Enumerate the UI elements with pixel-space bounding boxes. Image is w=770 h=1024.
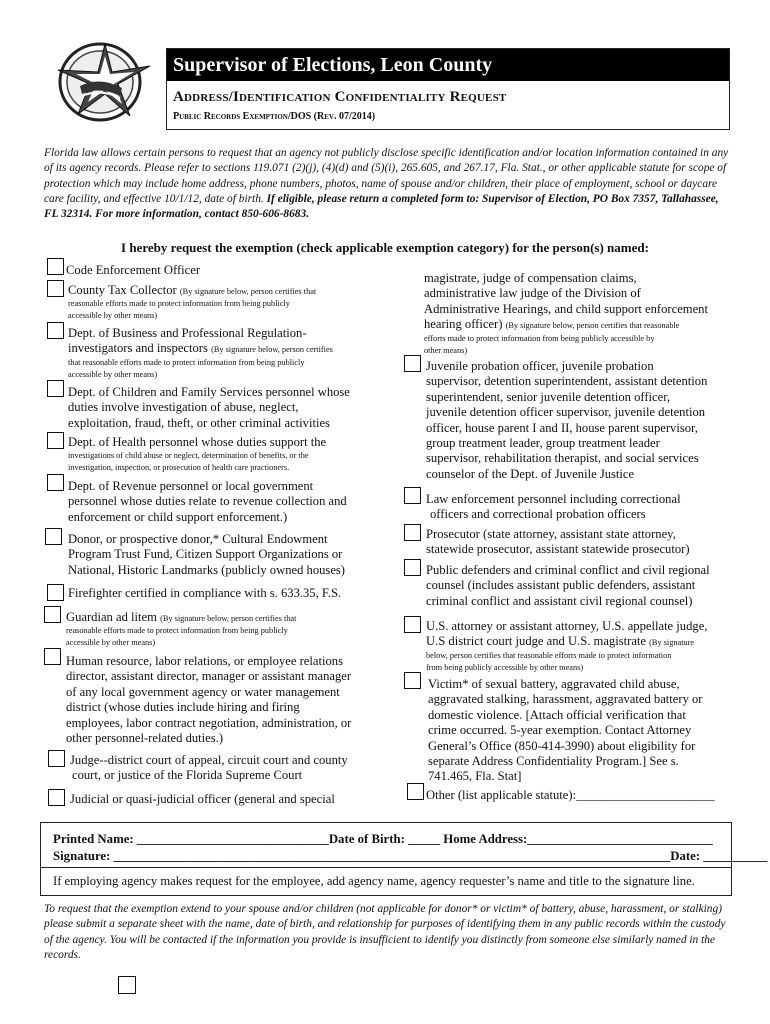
item-note: investigations of child abuse or neglect, determination of benefits, or the xyxy=(68,451,309,461)
item-line: Dept. of Revenue personnel or local government xyxy=(68,479,314,493)
item-line: Dept. of Health personnel whose duties support the xyxy=(68,435,327,449)
item-dor xyxy=(68,479,347,525)
request-heading: I hereby request the exemption (check applicable exemption category) for the person(s) named: xyxy=(121,240,649,255)
checkbox-guardian[interactable] xyxy=(44,606,61,623)
item-line: director, assistant director, manager or assistant manager xyxy=(66,669,352,684)
county-seal-logo xyxy=(50,34,160,124)
checkbox-doh[interactable] xyxy=(47,432,64,449)
item-note: (By signature xyxy=(649,638,695,648)
item-note: (By signature below, person certifies that xyxy=(160,614,297,623)
item-dcf xyxy=(68,385,350,431)
item-line: domestic violence. [Attach official verification that xyxy=(428,707,686,722)
item-law-enforcement xyxy=(426,492,681,523)
item-line: Juvenile probation officer, juvenile probation xyxy=(426,359,654,373)
item-line: officers and correctional probation officers xyxy=(430,507,646,522)
bottom-checkbox[interactable] xyxy=(118,976,136,994)
item-line: Human resource, labor relations, or employee relations xyxy=(66,654,343,668)
checkbox-other[interactable] xyxy=(407,783,424,800)
checkbox-dbpr[interactable] xyxy=(47,322,64,339)
item-line: personnel whose duties relate to revenue collection and xyxy=(68,494,347,509)
item-line: statewide prosecutor, assistant statewide prosecutor) xyxy=(426,542,690,557)
item-line: crime occurred. 5-year exemption. Contact Attorney xyxy=(428,723,692,738)
item-victim xyxy=(428,677,703,785)
item-line: duties involve investigation of abuse, neglect, xyxy=(68,400,299,415)
item-line: Judge--district court of appeal, circuit court and county xyxy=(70,753,348,767)
form-subtitle: Address/Identification Confidentiality Request xyxy=(173,89,507,105)
page-title: Supervisor of Elections, Leon County xyxy=(167,49,729,81)
item-tax-collector xyxy=(68,283,316,322)
item-us-attorney xyxy=(426,619,707,674)
item-note: from being publicly accessible by other means) xyxy=(426,662,584,672)
checkbox-prosecutor[interactable] xyxy=(404,524,421,541)
item-line: Prosecutor (state attorney, assistant state attorney, xyxy=(426,527,676,541)
item-line: 741.465, Fla. Stat] xyxy=(428,769,522,784)
item-line: Law enforcement personnel including correctional xyxy=(426,492,681,506)
checkbox-firefighter[interactable] xyxy=(47,584,64,601)
item-prosecutor xyxy=(426,527,690,558)
item-note: accessible by other means) xyxy=(66,638,156,648)
header-box xyxy=(166,48,730,130)
item-line: County Tax Collector xyxy=(68,283,177,297)
checkbox-donor[interactable] xyxy=(45,528,62,545)
item-line: Program Trust Fund, Citizen Support Organizations or xyxy=(68,547,343,562)
signature-divider xyxy=(41,867,731,868)
signature-box xyxy=(40,822,768,896)
checkbox-human-resource[interactable] xyxy=(44,648,61,665)
intro-text: Florida law allows certain persons to request that an agency not publicly disclose specific identification and/or location information contained in any of its agency records. Please refer to sections 119.071 (2)(j), (4)(d) and (5)(i), 265.605, and 267.17, Fla. Stat., or other applicable statute for scope of protection which may include home address, phone numbers, photos, name of spouse and/or children, their place of employment, school or daycare care facility, and effective 10/1/12, date of birth. xyxy=(44,147,729,205)
checkbox-us-attorney[interactable] xyxy=(404,616,421,633)
checkbox-dcf[interactable] xyxy=(47,380,64,397)
item-line: Donor, or prospective donor,* Cultural Endowment xyxy=(68,532,328,546)
item-note: other means) xyxy=(424,345,468,355)
footer-instructions: To request that the exemption extend to your spouse and/or children (not applicable for donor* or victim* of battery, abuse, harassment, or stalking) please submit a separate sheet with the name, date of birth, and relationship for purposes of identifying them in any public records within the custody of the agency. You will be contacted if the information you provide is insufficient to identify you distinctly from someone else similarly named in the records. xyxy=(44,903,726,961)
item-note: investigation, inspection, or prosecution of health care practioners. xyxy=(68,463,290,473)
agency-request-note: If employing agency makes request for the employee, add agency name, agency requester’s name and title to the signature line. xyxy=(53,874,695,888)
item-line: U.S. attorney or assistant attorney, U.S. appellate judge, xyxy=(426,619,708,633)
item-note: (By signature below, person certifies that xyxy=(179,287,317,296)
item-line: court, or justice of the Florida Supreme Court xyxy=(72,768,303,783)
item-dbpr xyxy=(68,326,333,381)
item-line: Public defenders and criminal conflict and civil regional xyxy=(426,563,710,577)
item-code-enforcement xyxy=(66,263,200,278)
checkbox-judicial[interactable] xyxy=(48,789,65,806)
item-note: accessible by other means) xyxy=(68,369,158,379)
checkbox-tax-collector[interactable] xyxy=(47,280,64,297)
checkbox-code-enforcement[interactable] xyxy=(47,258,64,275)
item-line: employees, labor contract negotiation, administration, or xyxy=(66,715,352,730)
item-note: (By signature below, person certifies xyxy=(211,345,333,355)
item-line: group treatment leader, group treatment leader xyxy=(426,436,660,451)
item-note: efforts made to protect information from being publicly accessible by xyxy=(424,333,655,343)
checkbox-judge[interactable] xyxy=(48,750,65,767)
item-line: supervisor, detention superintendent, assistant detention xyxy=(426,374,708,389)
item-line: Administrative Hearings, and child support enforcement xyxy=(424,301,708,316)
item-line: district (whose duties include hiring and firing xyxy=(66,700,300,715)
checkbox-juvenile[interactable] xyxy=(404,355,421,372)
item-line: administrative law judge of the Division of xyxy=(424,286,641,301)
item-line: magistrate, judge of compensation claims, xyxy=(424,271,637,285)
item-line: aggravated stalking, harassment, aggravated battery or xyxy=(428,692,703,707)
item-line: enforcement or child support enforcement.) xyxy=(68,509,288,524)
item-human-resource xyxy=(66,654,351,746)
other-statute-field[interactable]: Other (list applicable statute):______________________ xyxy=(426,788,715,802)
item-note: (By signature below, person certifies that reasonable xyxy=(505,321,680,331)
item-line: officer, house parent I and II, house parent supervisor, xyxy=(426,420,698,435)
item-line: counsel (includes assistant public defenders, assistant xyxy=(426,578,696,593)
item-line: supervisor, rehabilitation therapist, and social services xyxy=(426,451,699,466)
item-line: superintendent, senior juvenile detention officer, xyxy=(426,389,671,404)
item-line: General’s Office (850-414-3990) about eligibility for xyxy=(428,738,696,753)
item-line: separate Address Confidentiality Program.] See s. xyxy=(428,754,679,769)
checkbox-law-enforcement[interactable] xyxy=(404,487,421,504)
item-doh xyxy=(68,435,326,474)
item-line: Guardian ad litem xyxy=(66,610,157,624)
item-line: U.S district court judge and U.S. magistrate xyxy=(426,634,647,649)
item-public-defenders xyxy=(426,563,710,609)
form-revision: Public Records Exemption/DOS (Rev. 07/2014) xyxy=(173,111,376,122)
intro-paragraph xyxy=(44,146,730,222)
item-judicial xyxy=(70,792,335,807)
item-note: accessible by other means) xyxy=(68,311,158,321)
item-line: National, Historic Landmarks (publicly owned houses) xyxy=(68,562,346,577)
item-line: exploitation, fraud, theft, or other criminal activities xyxy=(68,415,330,430)
item-line: Dept. of Business and Professional Regulation- xyxy=(68,326,307,340)
item-juvenile xyxy=(426,359,707,482)
signature-date-row[interactable]: Signature: _______________________________________________________________________________________Date: __________ xyxy=(53,849,768,863)
item-line: investigators and inspectors xyxy=(68,341,208,356)
item-line: Dept. of Children and Family Services personnel whose xyxy=(68,385,350,399)
checkbox-dor[interactable] xyxy=(47,474,64,491)
item-guardian xyxy=(66,610,296,649)
item-line: Judicial or quasi-judicial officer (general and special xyxy=(70,792,335,806)
item-line: counselor of the Dept. of Juvenile Justice xyxy=(426,466,635,481)
intro-return-instructions: If eligible, please return a completed form to: Supervisor of Election, PO Box 7357, Tallahassee, FL 32314. For more information, contact 850-606-8683. xyxy=(44,192,719,221)
item-magistrate-continued xyxy=(424,271,708,357)
printed-name-dob-address-row[interactable]: Printed Name: ______________________________Date of Birth: _____ Home Address:_____________________________ xyxy=(53,832,713,846)
checkbox-public-defenders[interactable] xyxy=(404,559,421,576)
item-note: below, person certifies that reasonable efforts made to protect information xyxy=(426,650,672,660)
item-line: of any local government agency or water management xyxy=(66,684,340,699)
checkbox-victim[interactable] xyxy=(404,672,421,689)
item-line: Firefighter certified in compliance with s. 633.35, F.S. xyxy=(68,586,342,600)
item-firefighter xyxy=(68,586,341,601)
item-line: Code Enforcement Officer xyxy=(66,263,201,277)
item-other xyxy=(426,788,715,803)
item-note: that reasonable efforts made to protect information from being publicly xyxy=(68,357,305,367)
item-line: hearing officer) xyxy=(424,317,503,332)
item-line: juvenile detention officer supervisor, juvenile detention xyxy=(426,405,706,420)
item-line: criminal conflict and assistant civil regional counsel) xyxy=(426,593,693,608)
item-note: reasonable efforts made to protect information from being publicly xyxy=(68,299,290,309)
item-judge xyxy=(70,753,348,784)
item-donor xyxy=(68,532,345,578)
item-line: Victim* of sexual battery, aggravated child abuse, xyxy=(428,677,680,691)
item-note: reasonable efforts made to protect information from being publicly xyxy=(66,626,288,636)
item-line: other personnel-related duties.) xyxy=(66,731,224,746)
